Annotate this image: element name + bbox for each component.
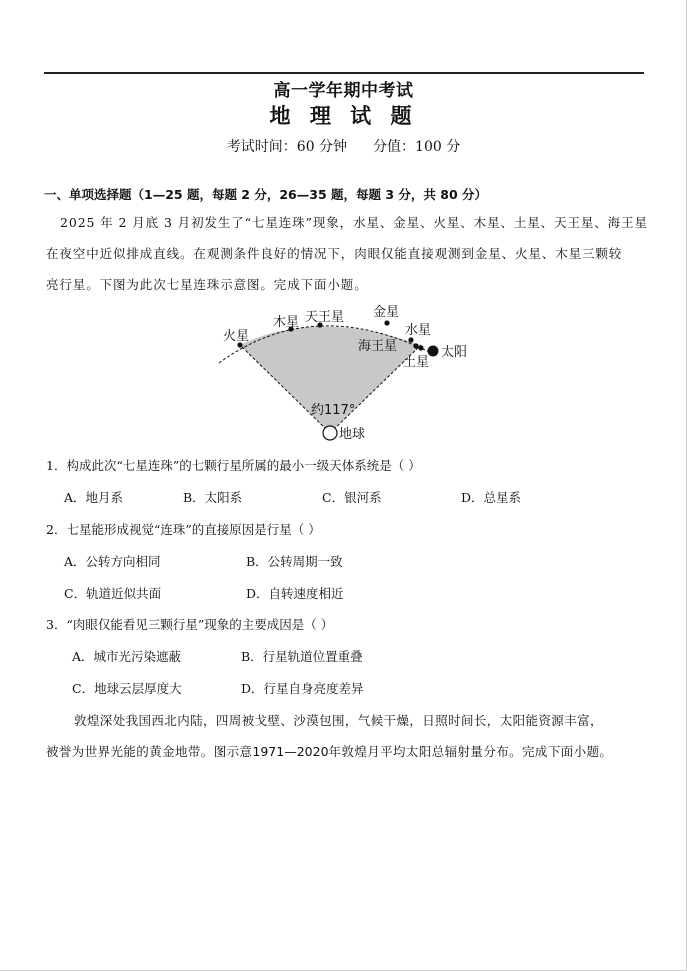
q1-option-b: B．太阳系	[183, 490, 243, 505]
saturn-label: 土星	[403, 355, 430, 370]
sun-dot	[428, 346, 439, 357]
passage-line	[46, 742, 612, 760]
earth-label: 地球	[339, 427, 366, 442]
intro-line: 在夜空中近似排成直线。在观测条件良好的情况下，肉眼仅能直接观测到金星、火星、木星三颗较	[46, 246, 623, 261]
section-heading: 一、单项选择题（1—25 题，每题 2 分，26—35 题，每题 3 分，共 80 分）	[44, 187, 487, 202]
intro-line: 2025 年 2 月底 3 月初发生了“七星连珠”现象，水星、金星、火星、木星、土星、天王星、海王星	[60, 215, 648, 230]
q2-option-d: D．自转速度相近	[246, 586, 344, 601]
exam-meta	[0, 136, 687, 156]
q2-option-a: A．公转方向相同	[64, 554, 161, 569]
exam-time: 考试时间：60 分钟	[226, 139, 348, 155]
uranus-label: 天王星	[305, 310, 345, 325]
venus-dot	[384, 320, 389, 325]
angle-label: 约117°	[311, 403, 356, 418]
question-3-stem: 3．“肉眼仅能看见三颗行星”现象的主要成因是（ ）	[46, 617, 334, 632]
question-2-stem: 2．七星能形成视觉“连珠”的直接原因是行星（ ）	[46, 522, 321, 537]
q3-option-b: B．行星轨道位置重叠	[241, 649, 363, 664]
passage-years: 1971—2020	[252, 744, 329, 759]
mercury-dot	[408, 337, 413, 342]
seven-planets-diagram	[215, 298, 475, 446]
mars-label: 火星	[223, 329, 250, 344]
exam-subtitle: 地 理 试 题	[269, 103, 418, 128]
sun-label: 太阳	[441, 345, 468, 360]
neptune-dot	[413, 343, 418, 348]
q1-option-d: D．总星系	[461, 490, 522, 505]
q1-option-c: C．银河系	[322, 490, 382, 505]
mercury-label: 水星	[405, 323, 432, 338]
neptune-label: 海王星	[358, 339, 398, 354]
q1-option-a: A．地月系	[64, 490, 124, 505]
earth-circle	[323, 426, 337, 440]
jupiter-label: 木星	[273, 315, 300, 330]
passage-text: 被誉为世界光能的黄金地带。图示意	[46, 744, 253, 759]
question-1-stem: 1．构成此次“七星连珠”的七颗行星所属的最小一级天体系统是（ ）	[46, 458, 421, 473]
exam-score: 分值：100 分	[373, 139, 461, 155]
venus-label: 金星	[373, 305, 400, 320]
q2-option-c: C．轨道近似共面	[64, 586, 162, 601]
passage-text: 年敦煌月平均太阳总辐射量分布。完成下面小题。	[328, 744, 613, 759]
intro-line: 亮行星。下图为此次七星连珠示意图。完成下面小题。	[46, 277, 368, 292]
q3-option-d: D．行星自身亮度差异	[241, 681, 364, 696]
q2-option-b: B．公转周期一致	[246, 554, 343, 569]
saturn-dot	[418, 345, 423, 350]
q3-option-c: C．地球云层厚度大	[72, 681, 182, 696]
header-rule	[44, 72, 644, 74]
exam-title: 高一学年期中考试	[273, 81, 414, 101]
q3-option-a: A．城市光污染遮蔽	[72, 649, 182, 664]
passage-line: 敦煌深处我国西北内陆，四周被戈壁、沙漠包围，气候干燥，日照时间长，太阳能资源丰富，	[74, 713, 603, 728]
